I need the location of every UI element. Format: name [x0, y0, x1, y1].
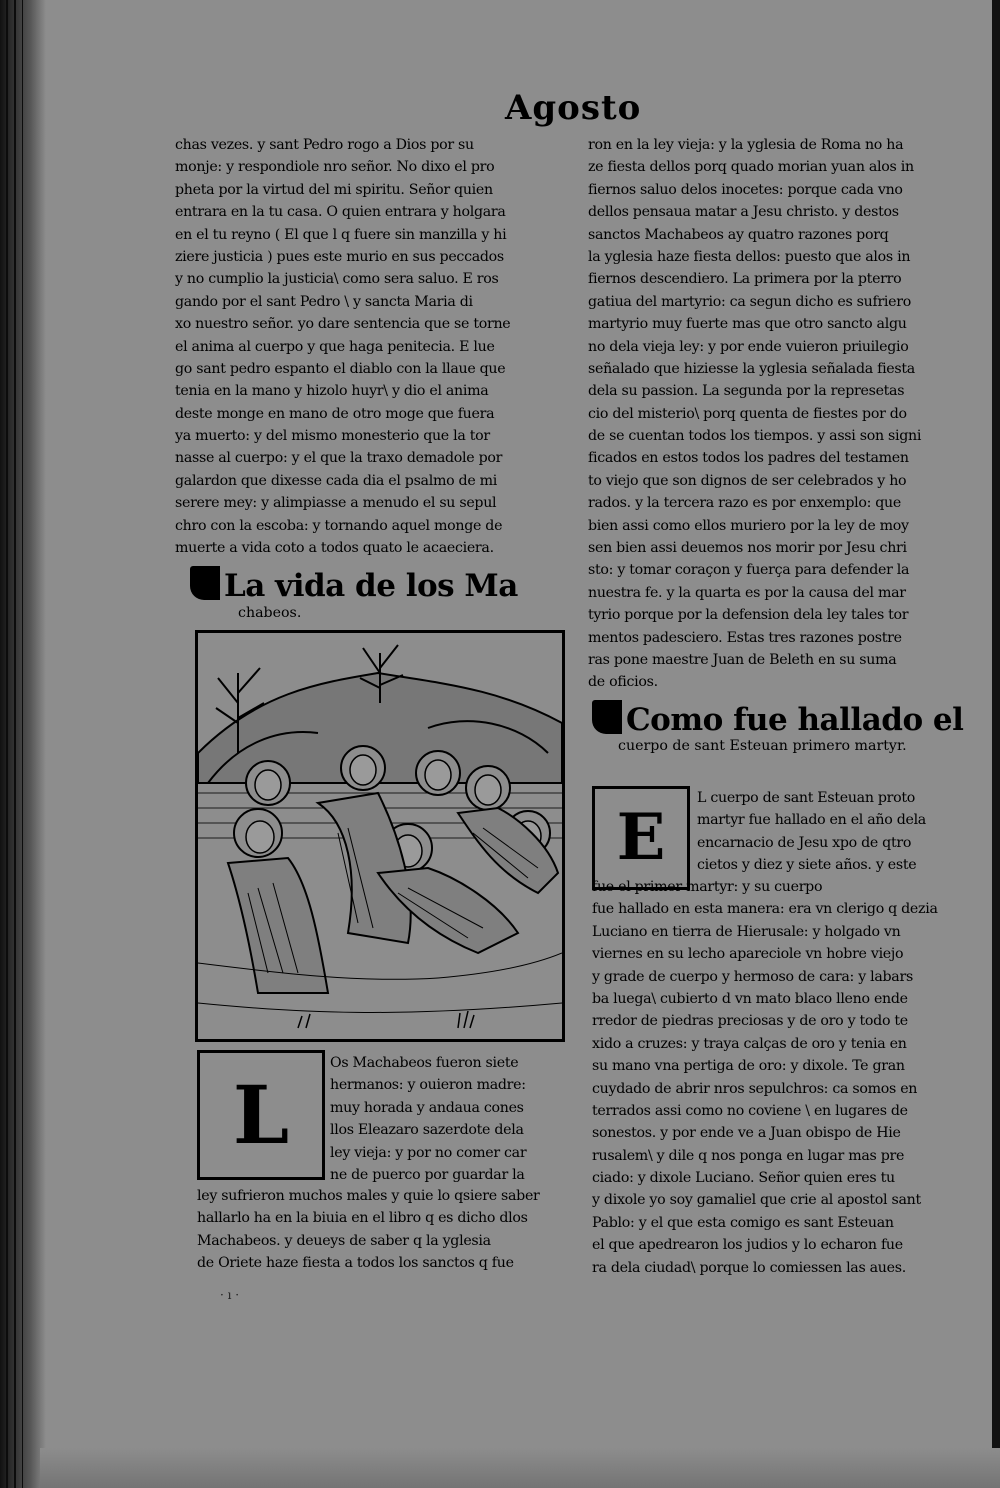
text-line: xo nuestro señor. yo dare sentencia que se torne: [175, 316, 511, 333]
text-line: la yglesia haze fiesta dellos: puesto que alos in: [588, 248, 911, 265]
page-right-edge: [992, 0, 1000, 1488]
binding-line: [22, 0, 23, 1488]
text-line: cuydado de abrir nros sepulchros: ca somos en: [592, 1080, 918, 1097]
text-line: dela su passion. La segunda por la represetas: [588, 383, 905, 400]
text-line: mentos padesciero. Estas tres razones postre: [588, 629, 902, 646]
text-line: muy horada y andaua cones: [330, 1099, 524, 1116]
running-head: Agosto: [505, 88, 642, 128]
text-line: martyrio muy fuerte mas que otro sancto algu: [588, 316, 907, 333]
text-line: Os Machabeos fueron siete: [330, 1055, 519, 1071]
drop-cap-l-letter: L: [232, 1068, 290, 1162]
text-line: monje: y respondiole nro señor. No dixo el pro: [175, 159, 495, 176]
text-line: ziere justicia ) pues este murio en sus peccados: [175, 248, 504, 265]
text-line: bien assi como ellos muriero por la ley de moy: [588, 517, 909, 534]
text-line: el que apedrearon los judios y lo echaron fue: [592, 1237, 903, 1254]
text-line: encarnacio de Jesu xpo de qtro: [697, 834, 912, 851]
text-line: serere mey: y alimpiasse a menudo el su sepul: [175, 495, 497, 512]
text-line: muerte a vida coto a todos quato le acaeciera.: [175, 540, 494, 557]
text-line: y no cumplio la justicia\ como sera saluo. E ros: [175, 271, 499, 288]
text-line: cio del misterio\ porq quenta de fiestes por do: [588, 405, 907, 422]
text-line: en el tu reyno ( El que l q fuere sin manzilla y hi: [175, 226, 507, 243]
drop-cap-e: [592, 786, 690, 890]
text-line: entrara en la tu casa. O quien entrara y holgara: [175, 204, 506, 221]
text-line: Machabeos. y deueys de saber q la yglesia: [197, 1232, 491, 1249]
text-line: ne de puerco por guardar la: [330, 1166, 525, 1183]
text-line: fiernos saluo delos inocetes: porque cada vno: [588, 181, 903, 198]
text-line: gatiua del martyrio: ca segun dicho es sufriero: [588, 293, 911, 310]
heading-machabeos-sub: chabeos.: [238, 605, 302, 621]
paragraph-mark-icon: [592, 700, 622, 734]
heading-esteuan-text: Como fue hallado el: [626, 702, 964, 738]
text-line: y dixole yo soy gamaliel que crie al apostol sant: [592, 1192, 921, 1209]
text-line: de Oriete haze fiesta a todos los sanctos q fue: [197, 1255, 514, 1272]
text-line: xido a cruzes: y traya calças de oro y tenia en: [592, 1035, 907, 1052]
text-line: ley vieja: y por no comer car: [330, 1144, 527, 1161]
heading-esteuan-sub: cuerpo de sant Esteuan primero martyr.: [618, 738, 907, 754]
woodcut-drawing: [198, 633, 562, 1039]
text-line: fue el primer martyr: y su cuerpo: [592, 879, 823, 895]
text-line: tyrio porque por la defension dela ley tales tor: [588, 607, 909, 624]
text-line: gando por el sant Pedro \ y sancta Maria di: [175, 293, 473, 310]
text-line: el anima al cuerpo y que haga penitecia. E lue: [175, 338, 495, 355]
right-column-bottom-text-beside-cap: [697, 787, 977, 877]
text-line: sto: y tomar coraçon y fuerça para defender la: [588, 562, 910, 579]
heading-esteuan: [592, 700, 963, 738]
binding-line: [6, 0, 8, 1488]
text-line: to viejo que son dignos de ser celebrados y ho: [588, 472, 907, 489]
text-line: ba luega\ cubierto d vn mato blaco lleno ende: [592, 990, 908, 1007]
right-column-top-text: [588, 134, 973, 694]
left-column-bottom-text: [197, 1185, 577, 1275]
paragraph-mark-icon: [190, 566, 220, 600]
text-line: nasse al cuerpo: y el que la traxo demadole por: [175, 450, 503, 467]
text-line: galardon que dixesse cada dia el psalmo de mi: [175, 472, 498, 489]
text-line: hermanos: y ouieron madre:: [330, 1077, 526, 1094]
text-line: llos Eleazaro sazerdote dela: [330, 1122, 524, 1139]
text-line: pheta por la virtud del mi spiritu. Señor quien: [175, 181, 493, 198]
heading-machabeos-text: La vida de los Ma: [224, 568, 518, 604]
stray-marks: · ı ·: [220, 1288, 240, 1302]
text-line: de se cuentan todos los tiempos. y assi son signi: [588, 428, 922, 445]
left-column-bottom-text-beside-cap: [330, 1052, 570, 1186]
text-line: go sant pedro espanto el diablo con la llaue que: [175, 360, 506, 377]
text-line: ley sufrieron muchos males y quie lo qsiere saber: [197, 1188, 540, 1204]
text-line: rredor de piedras preciosas y de oro y todo te: [592, 1013, 908, 1030]
text-line: no dela vieja ley: y por ende vuieron priuilegio: [588, 338, 909, 355]
left-column-top-text: [175, 134, 570, 559]
drop-cap-e-letter: E: [616, 800, 666, 875]
right-column-bottom-text: [592, 876, 977, 1279]
text-line: deste monge en mano de otro moge que fuera: [175, 405, 495, 422]
heading-machabeos: [190, 566, 518, 604]
text-line: nuestra fe. y la quarta es por la causa del mar: [588, 584, 906, 601]
page-bottom-shade: [40, 1448, 1000, 1488]
text-line: ya muerto: y del mismo monesterio que la tor: [175, 428, 490, 445]
text-line: hallarlo ha en la biuia en el libro q es dicho dlos: [197, 1210, 528, 1227]
text-line: ciado: y dixole Luciano. Señor quien eres tu: [592, 1170, 895, 1187]
text-line: viernes en su lecho apareciole vn hobre viejo: [592, 946, 904, 963]
text-line: ficados en estos todos los padres del testamen: [588, 450, 909, 467]
text-line: sen bien assi deuemos nos morir por Jesu chri: [588, 540, 907, 557]
text-line: señalado que hiziesse la yglesia señalada fiesta: [588, 360, 915, 377]
woodcut-illustration-machabeos: [195, 630, 565, 1042]
text-line: L cuerpo de sant Esteuan proto: [697, 790, 916, 806]
text-line: cietos y diez y siete años. y este: [697, 857, 917, 874]
text-line: martyr fue hallado en el año dela: [697, 812, 926, 829]
text-line: ras pone maestre Juan de Beleth en su suma: [588, 651, 897, 668]
text-line: terrados assi como no coviene \ en lugares de: [592, 1102, 908, 1119]
text-line: su mano vna pertiga de oro: y dixole. Te gran: [592, 1058, 905, 1075]
text-line: tenia en la mano y hizolo huyr\ y dio el anima: [175, 383, 489, 400]
text-line: rusalem\ y dile q nos ponga en lugar mas pre: [592, 1147, 905, 1164]
text-line: ze fiesta dellos porq quado morian yuan alos in: [588, 159, 914, 176]
text-line: chas vezes. y sant Pedro rogo a Dios por su: [175, 137, 474, 153]
text-line: fue hallado en esta manera: era vn clerigo q dezia: [592, 901, 938, 918]
text-line: y grade de cuerpo y hermoso de cara: y labars: [592, 968, 913, 985]
binding-line: [14, 0, 16, 1488]
text-line: Pablo: y el que esta comigo es sant Esteuan: [592, 1214, 894, 1231]
text-line: rados. y la tercera razo es por enxemplo: que: [588, 495, 901, 512]
text-line: de oficios.: [588, 674, 658, 691]
text-line: sanctos Machabeos ay quatro razones porq: [588, 226, 889, 243]
text-line: dellos pensaua matar a Jesu christo. y destos: [588, 204, 899, 221]
text-line: ra dela ciudad\ porque lo comiessen las aues.: [592, 1259, 906, 1276]
text-line: ron en la ley vieja: y la yglesia de Roma no ha: [588, 137, 904, 153]
drop-cap-l: [197, 1050, 325, 1180]
text-line: fiernos descendiero. La primera por la pterro: [588, 271, 902, 288]
text-line: Luciano en tierra de Hierusale: y holgado vn: [592, 923, 901, 940]
text-line: chro con la escoba: y tornando aquel monge de: [175, 517, 503, 534]
text-line: sonestos. y por ende ve a Juan obispo de Hie: [592, 1125, 901, 1142]
